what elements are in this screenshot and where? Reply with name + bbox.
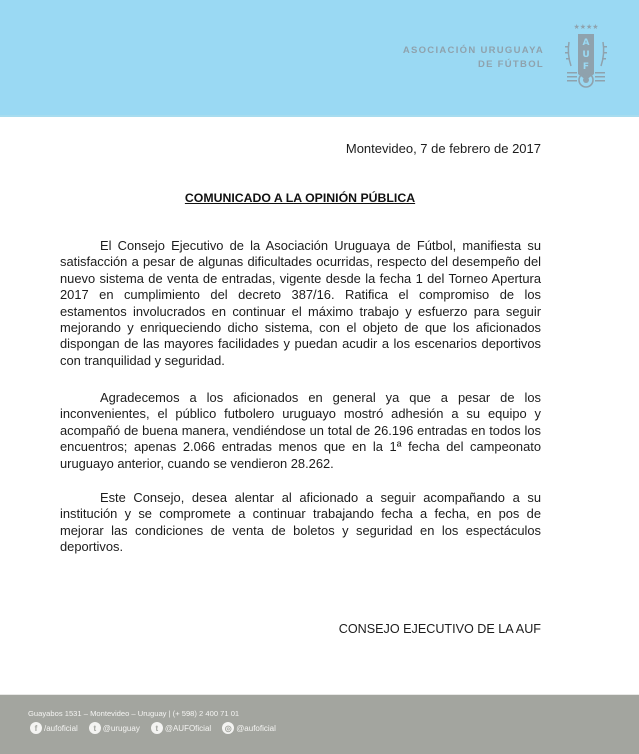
signature: CONSEJO EJECUTIVO DE LA AUF xyxy=(338,622,541,636)
twitter-icon: t xyxy=(89,722,101,734)
social-twitter-uruguay[interactable] xyxy=(89,722,140,734)
social-handle: @AUFOficial xyxy=(164,723,212,733)
organization-name xyxy=(403,44,544,72)
social-facebook[interactable] xyxy=(30,722,78,734)
social-handle: @aufoficial xyxy=(236,723,276,733)
paragraph-1: El Consejo Ejecutivo de la Asociación Uruguaya de Fútbol, manifiesta su satisfacción a pesar de algunas dificultades ocurridas, respecto del desempeño del nuevo sistema de venta de entradas, vigente desde la fecha 1 del Torneo Apertura 2017 en cumplimiento del decreto 387/16. Ratifica el compromiso de los estamentos involucrados en continuar el máximo trabajo y esfuerzo para seguir mejorando y enriqueciendo dicho sistema, con el objeto de que los aficionados dispongan de las mayores facilidades y puedan acudir a los escenarios deportivos con tranquilidad y seguridad. xyxy=(60,238,541,368)
facebook-icon: f xyxy=(30,722,42,734)
org-name-line-2: DE FÚTBOL xyxy=(477,59,544,70)
document-date: Montevideo, 7 de febrero de 2017 xyxy=(345,141,541,156)
logo-letter-f: F xyxy=(582,62,590,72)
org-name-line-1: ASOCIACIÓN URUGUAYA xyxy=(402,45,544,56)
instagram-icon: ◎ xyxy=(222,722,234,734)
social-twitter-aufoficial[interactable] xyxy=(151,722,211,734)
footer-band xyxy=(0,694,639,754)
logo-stars: ★★★★ xyxy=(573,23,599,31)
logo-letter-u: U xyxy=(582,50,590,60)
twitter-icon: t xyxy=(151,722,163,734)
paragraph-2: Agradecemos a los aficionados en general ya que a pesar de los inconvenientes, el público futbolero uruguayo mostró adhesión a su equipo y acompañó de buena manera, vendiéndose un total de 26.196 entradas en todos los encuentros; apenas 2.066 entradas menos que en la 1ª fecha del campeonato uruguayo anterior, cuando se vendieron 28.262. xyxy=(60,390,541,471)
document-title: COMUNICADO A LA OPINIÓN PÚBLICA xyxy=(184,191,416,205)
social-handle: /aufoficial xyxy=(44,723,78,733)
header-band xyxy=(0,0,639,117)
logo-letter-a: A xyxy=(582,38,590,48)
auf-logo-icon xyxy=(562,22,610,92)
social-instagram[interactable] xyxy=(222,722,276,734)
social-handle: @uruguay xyxy=(102,723,140,733)
paragraph-3: Este Consejo, desea alentar al aficionado a seguir acompañando a su institución y se compromete a continuar trabajando fecha a fecha, en pos de mejorar las condiciones de venta de boletos y seguridad en los espectáculos deportivos. xyxy=(60,490,541,555)
social-links xyxy=(30,722,287,734)
footer-address: Guayabos 1531 – Montevideo – Uruguay | (+ 598) 2 400 71 01 xyxy=(28,709,240,718)
